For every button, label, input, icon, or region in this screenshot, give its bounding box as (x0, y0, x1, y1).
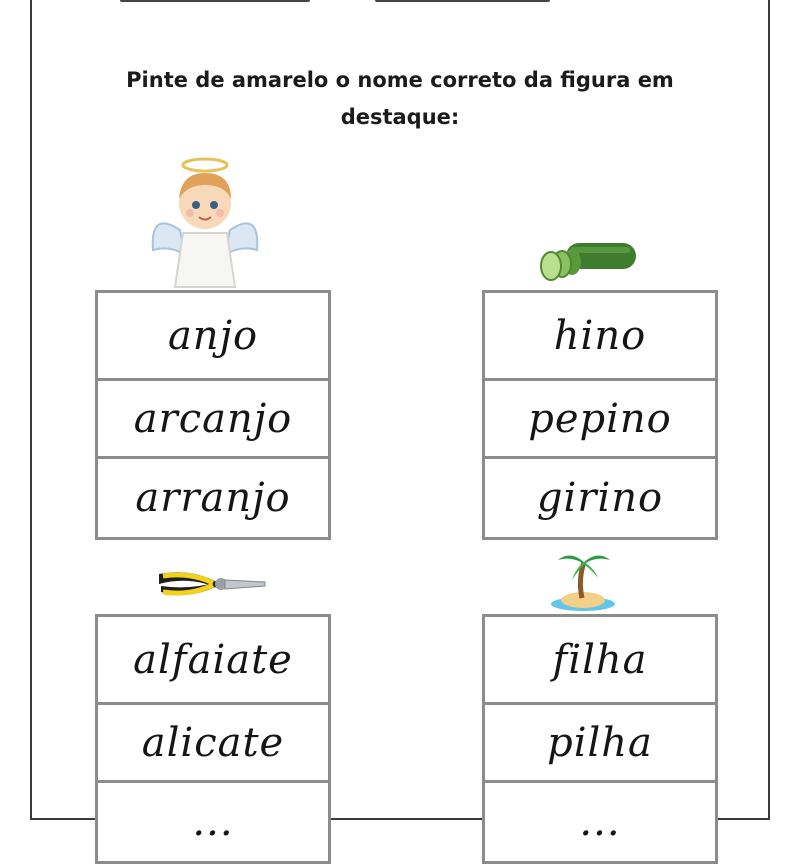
word-option[interactable] (485, 381, 715, 459)
top-cropped-line (120, 0, 310, 2)
palm-island-icon (548, 548, 618, 616)
word-option[interactable] (485, 617, 715, 705)
word-option[interactable] (98, 783, 328, 861)
word-text: hino (553, 312, 647, 359)
word-options-palm-island (482, 614, 718, 864)
word-options-pliers (95, 614, 331, 864)
word-option[interactable] (485, 293, 715, 381)
word-option[interactable] (98, 381, 328, 459)
word-text: arranjo (135, 475, 291, 521)
word-text: ... (579, 799, 621, 845)
word-text: pilha (547, 719, 653, 766)
word-option[interactable] (485, 705, 715, 783)
word-text: alfaiate (133, 636, 293, 683)
word-text: filha (552, 636, 648, 683)
word-option[interactable] (98, 617, 328, 705)
cucumber-icon (538, 238, 638, 283)
instruction-line-1: Pinte de amarelo o nome correto da figura em (126, 68, 674, 92)
word-text: arcanjo (133, 395, 293, 442)
top-cropped-line (375, 0, 550, 2)
word-text: girino (536, 475, 664, 521)
pliers-icon (155, 562, 270, 607)
word-text: pepino (528, 395, 672, 442)
word-text: anjo (167, 312, 259, 359)
angel-icon (145, 155, 265, 295)
word-options-angel (95, 290, 331, 540)
word-text: alicate (141, 719, 285, 766)
word-option[interactable] (485, 459, 715, 537)
instruction-line-2: destaque: (340, 105, 460, 129)
word-option[interactable] (98, 293, 328, 381)
word-option[interactable] (98, 705, 328, 783)
word-text: ... (192, 799, 234, 845)
word-options-cucumber (482, 290, 718, 540)
word-option[interactable] (485, 783, 715, 861)
word-option[interactable] (98, 459, 328, 537)
instruction-text (100, 62, 700, 136)
